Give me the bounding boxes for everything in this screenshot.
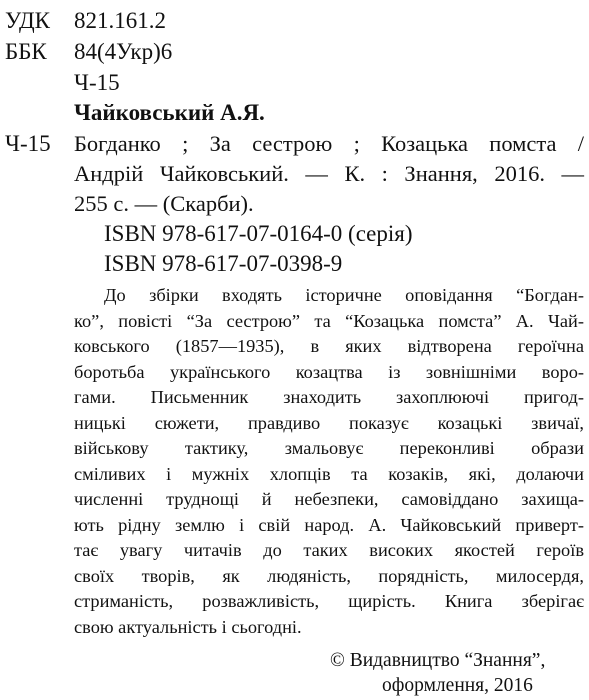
- copyright-line: оформлення, 2016: [382, 675, 533, 696]
- udk-label: УДК: [5, 8, 50, 33]
- bibliographic-line: 255 с. — (Скарби).: [74, 191, 254, 216]
- bibliographic-line: Андрій Чайковський. — К. : Знання, 2016. —: [74, 161, 584, 186]
- isbn-line: ISBN 978-617-07-0164-0 (серія): [104, 221, 413, 246]
- annotation-line: ко”, повісті “За сестрою” та “Козацька помста” А. Чай-: [74, 310, 584, 331]
- annotation-line: численні труднощі й небезпеки, самовіддано захища-: [74, 489, 584, 509]
- annotation-line: боротьба українського козацтва із зовнішніми воро-: [74, 361, 584, 382]
- annotation-line: тає увагу читачів до таких високих якостей героїв: [74, 540, 584, 560]
- isbn-line: ISBN 978-617-07-0398-9: [104, 251, 343, 276]
- annotation-line: гами. Письменник знаходить захоплюючі пригод-: [74, 387, 584, 407]
- annotation-line: стриманість, розважливість, щирість. Книга зберігає: [74, 591, 584, 611]
- annotation-line: сміливих і мужніх хлопців та козаків, які, долаючи: [74, 463, 584, 484]
- annotation-line: свою актуальність і сьогодні.: [74, 616, 302, 637]
- bbk-label: ББК: [5, 39, 47, 64]
- annotation-line: До збірки входять історичне оповідання “Богдан-: [104, 285, 584, 305]
- author-mark: Ч-15: [74, 70, 120, 95]
- annotation-line: ють рідну землю і свій народ. А. Чайковський приверт-: [74, 514, 584, 535]
- bibliographic-line: Богданко ; За сестрою ; Козацька помста /: [74, 131, 584, 156]
- author-heading: Чайковський А.Я.: [74, 100, 265, 125]
- entry-mark: Ч-15: [5, 131, 51, 156]
- udk-value: 821.161.2: [74, 8, 166, 33]
- copyright-line: © Видавництво “Знання”,: [330, 650, 546, 671]
- annotation-line: ковського (1857—1935), в яких відтворена героїчна: [74, 336, 584, 356]
- annotation-line: своїх творів, як людяність, порядність, милосердя,: [74, 565, 584, 586]
- annotation-line: військову тактику, змальовує переконливі образи: [74, 438, 584, 458]
- annotation-line: ницькі сюжети, правдиво показує козацькі звичаї,: [74, 412, 584, 433]
- bbk-value: 84(4Укр)6: [74, 39, 173, 64]
